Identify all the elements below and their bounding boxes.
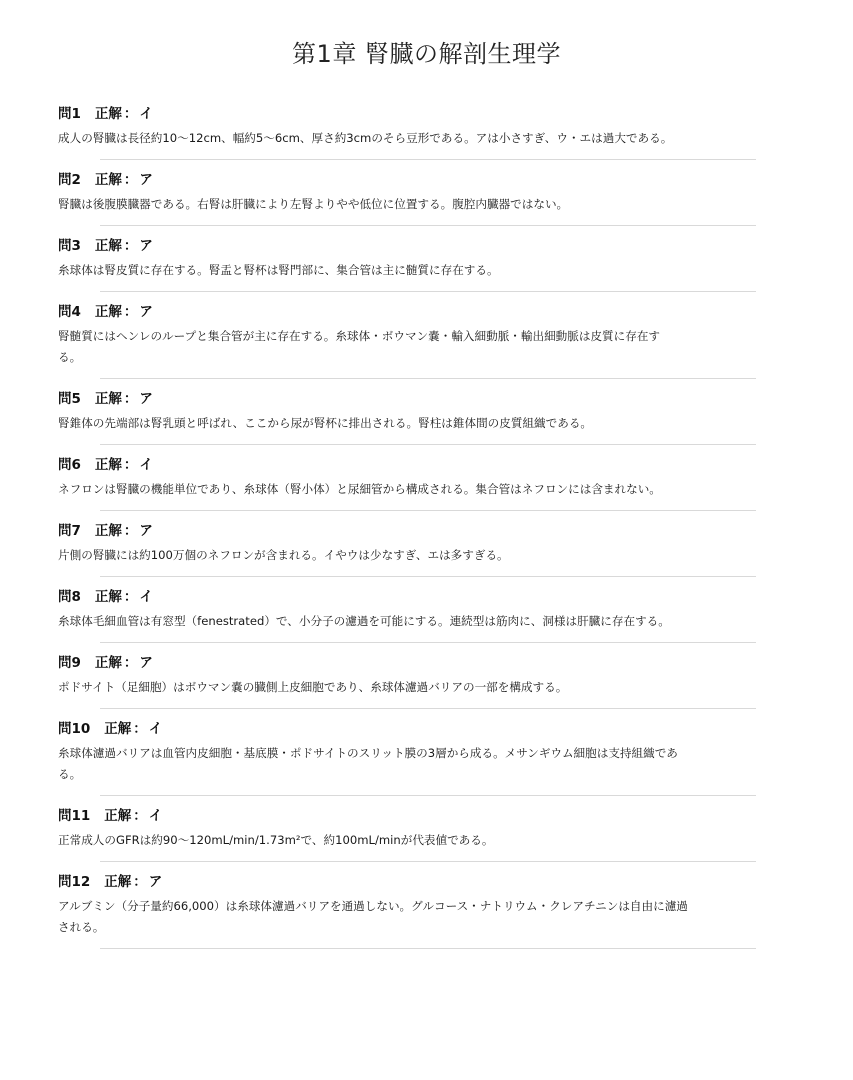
answer-explanation: 糸球体濾過バリアは血管内皮細胞・基底膜・ポドサイトのスリット膜の3層から成る。メサンギウム細胞は支持組織であ る。: [58, 746, 678, 781]
divider: [100, 378, 756, 379]
question-number: 問9: [58, 655, 81, 671]
answer-item-12: [58, 868, 798, 949]
correct-choice: ア: [139, 304, 153, 320]
correct-label: 正解: [94, 106, 122, 122]
question-number: 問12: [58, 874, 91, 890]
colon-separator: ：: [133, 721, 147, 737]
colon-separator: ：: [123, 304, 138, 320]
correct-label: 正解: [104, 721, 132, 737]
answer-item-4: [58, 298, 798, 379]
divider: [100, 642, 756, 643]
answer-header: [58, 232, 798, 260]
answer-item-5: [58, 385, 798, 445]
answer-explanation: 腎錐体の先端部は腎乳頭と呼ばれ、ここから尿が腎杯に排出される。腎柱は錐体間の皮質組織である。: [58, 416, 593, 430]
divider: [100, 291, 756, 292]
colon-separator: ：: [123, 172, 138, 188]
divider: [100, 510, 756, 511]
colon-separator: ：: [123, 391, 138, 407]
answer-header: [58, 649, 798, 677]
answer-item-8: [58, 583, 798, 643]
colon-separator: ：: [133, 874, 147, 890]
correct-choice: イ: [139, 106, 153, 122]
correct-choice: ア: [139, 238, 153, 254]
correct-choice: ア: [139, 655, 153, 671]
correct-choice: イ: [148, 721, 163, 737]
correct-label: 正解: [94, 523, 122, 539]
correct-choice: イ: [148, 808, 163, 824]
divider: [100, 225, 756, 226]
answer-header: [58, 715, 798, 743]
answer-explanation: 成人の腎臓は長径約10〜12cm、幅約5〜6cm、厚さ約3cmのそら豆形である。アは小さすぎ、ウ・エは過大である。: [58, 131, 673, 145]
divider: [100, 948, 756, 949]
divider: [100, 444, 756, 445]
answer-item-6: [58, 451, 798, 511]
correct-choice: ア: [139, 523, 153, 539]
answer-header: [58, 100, 798, 128]
divider: [100, 576, 756, 577]
answer-explanation: 腎髄質にはヘンレのループと集合管が主に存在する。糸球体・ボウマン嚢・輸入細動脈・輸出細動脈は皮質に存在す る。: [58, 329, 661, 364]
correct-label: 正解: [94, 391, 122, 407]
question-number: 問1: [58, 106, 81, 122]
correct-label: 正解: [94, 457, 122, 473]
divider: [100, 861, 756, 862]
answer-header: [58, 802, 798, 830]
colon-separator: ：: [123, 589, 138, 605]
divider: [100, 708, 756, 709]
answer-explanation: 腎臓は後腹膜臓器である。右腎は肝臓により左腎よりやや低位に位置する。腹腔内臓器ではない。: [58, 197, 569, 211]
correct-label: 正解: [94, 589, 122, 605]
colon-separator: ：: [133, 808, 147, 824]
correct-label: 正解: [94, 304, 122, 320]
answer-explanation: 糸球体は腎皮質に存在する。腎盂と腎杯は腎門部に、集合管は主に髄質に存在する。: [58, 263, 499, 277]
answer-item-7: [58, 517, 798, 577]
answer-list: [58, 100, 798, 955]
answer-header: [58, 868, 798, 896]
correct-label: 正解: [94, 172, 122, 188]
divider: [100, 795, 756, 796]
correct-label: 正解: [104, 808, 132, 824]
answer-header: [58, 298, 798, 326]
question-number: 問5: [58, 391, 81, 407]
answer-explanation: ネフロンは腎臓の機能単位であり、糸球体（腎小体）と尿細管から構成される。集合管はネフロンには含まれない。: [58, 482, 661, 496]
answer-header: [58, 517, 798, 545]
colon-separator: ：: [123, 523, 138, 539]
answer-item-2: [58, 166, 798, 226]
colon-separator: ：: [123, 106, 138, 122]
question-number: 問11: [58, 808, 91, 824]
correct-label: 正解: [104, 874, 132, 890]
answer-item-3: [58, 232, 798, 292]
answer-item-9: [58, 649, 798, 709]
answer-explanation: アルブミン（分子量約66,000）は糸球体濾過バリアを通過しない。グルコース・ナトリウム・クレアチニンは自由に濾過 される。: [58, 899, 688, 934]
correct-choice: ア: [148, 874, 163, 890]
divider: [100, 159, 756, 160]
correct-label: 正解: [94, 655, 122, 671]
correct-choice: イ: [139, 457, 153, 473]
colon-separator: ：: [123, 238, 138, 254]
question-number: 問8: [58, 589, 81, 605]
answer-header: [58, 451, 798, 479]
correct-choice: ア: [139, 391, 153, 407]
answer-item-11: [58, 802, 798, 862]
answer-header: [58, 583, 798, 611]
colon-separator: ：: [123, 457, 138, 473]
answer-explanation: ポドサイト（足細胞）はボウマン嚢の臓側上皮細胞であり、糸球体濾過バリアの一部を構成する。: [58, 680, 568, 694]
correct-label: 正解: [94, 238, 122, 254]
colon-separator: ：: [123, 655, 138, 671]
correct-choice: ア: [139, 172, 153, 188]
answer-explanation: 正常成人のGFRは約90〜120mL/min/1.73m²で、約100mL/minが代表値である。: [58, 833, 494, 847]
answer-header: [58, 385, 798, 413]
answer-explanation: 糸球体毛細血管は有窓型（fenestrated）で、小分子の濾過を可能にする。連続型は筋肉に、洞様は肝臓に存在する。: [58, 614, 670, 628]
question-number: 問6: [58, 457, 81, 473]
question-number: 問10: [58, 721, 91, 737]
page-title: 第1章 腎臓の解剖生理学: [292, 40, 561, 68]
question-number: 問2: [58, 172, 81, 188]
answer-item-1: [58, 100, 798, 160]
question-number: 問7: [58, 523, 81, 539]
question-number: 問4: [58, 304, 81, 320]
correct-choice: イ: [139, 589, 153, 605]
question-number: 問3: [58, 238, 81, 254]
answer-item-10: [58, 715, 798, 796]
answer-explanation: 片側の腎臓には約100万個のネフロンが含まれる。イやウは少なすぎ、エは多すぎる。: [58, 548, 509, 562]
answer-header: [58, 166, 798, 194]
